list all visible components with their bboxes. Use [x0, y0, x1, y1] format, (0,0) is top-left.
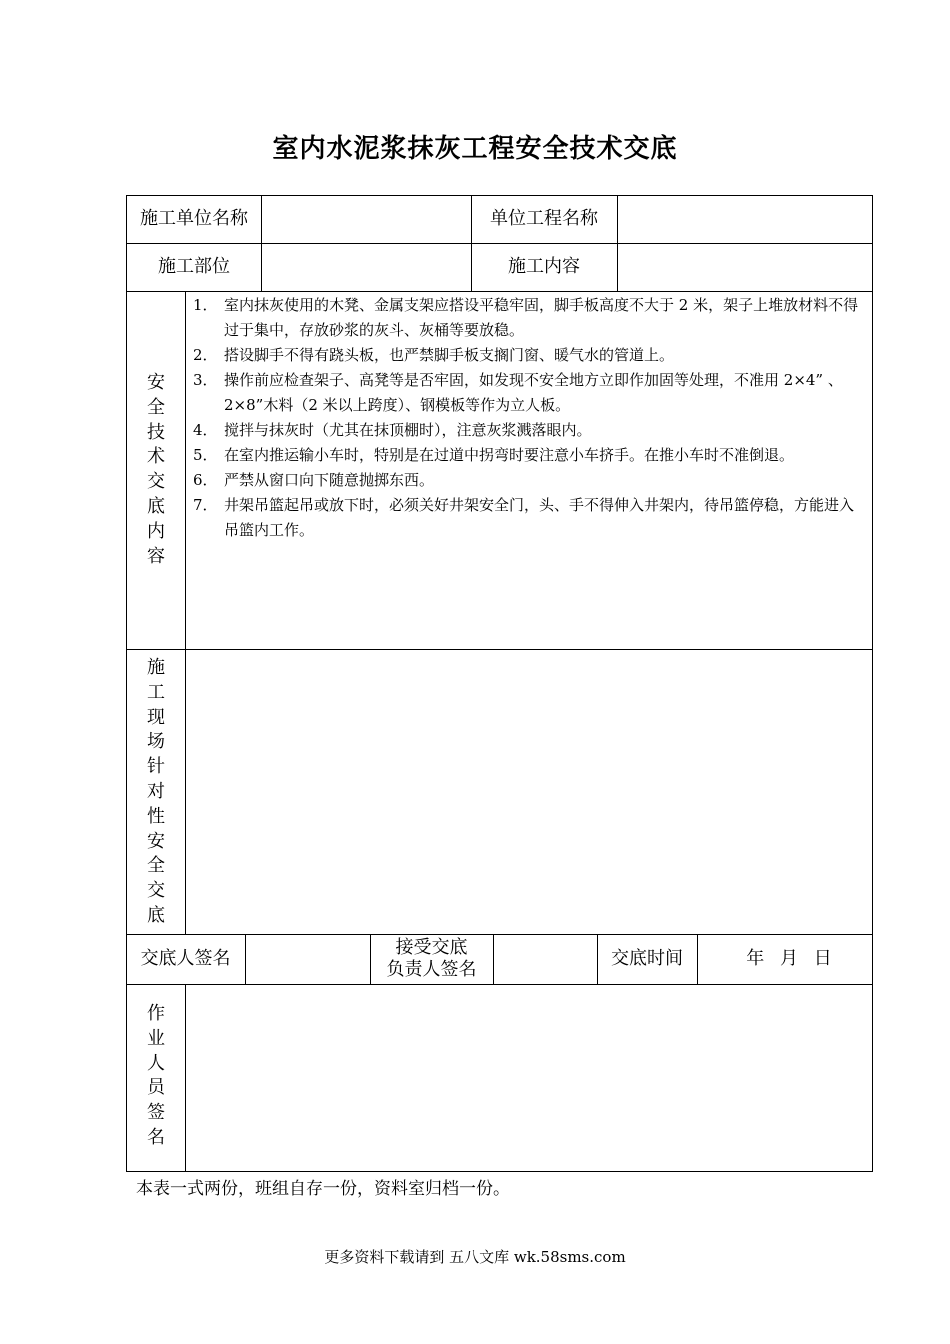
item-number: 4．	[193, 421, 218, 439]
receiver-signature-field[interactable]	[494, 934, 597, 984]
receiver-label-line2: 负责人签名	[386, 959, 477, 980]
col-divider	[185, 984, 186, 1172]
location-field[interactable]	[262, 243, 471, 291]
list-item	[193, 343, 865, 368]
project-name-field[interactable]	[618, 195, 872, 243]
list-item	[193, 368, 865, 418]
item-number: 2．	[193, 346, 218, 364]
page-title: 室内水泥浆抹灰工程安全技术交底	[272, 134, 678, 164]
row-divider	[126, 649, 873, 650]
row-divider	[126, 291, 873, 292]
site-section-field[interactable]	[187, 651, 872, 934]
list-item	[193, 468, 865, 493]
item-text: 操作前应检查架子、高凳等是否牢固，如发现不安全地方立即作加固等处理，不准用 2×4” 、2×8”木料（2 米以上跨度）、钢模板等作为立人板。	[224, 371, 843, 414]
location-label: 施工部位	[158, 256, 230, 278]
site-section-label: 施工现场针对性安全交底	[147, 657, 165, 926]
date-field[interactable]: 年 月 日	[746, 948, 832, 970]
item-number: 3．	[193, 371, 218, 389]
unit-name-field[interactable]	[262, 195, 471, 243]
form-note: 本表一式两份，班组自存一份，资料室归档一份。	[136, 1179, 510, 1199]
item-number: 5．	[193, 446, 218, 464]
content-label: 施工内容	[508, 256, 580, 278]
list-item	[193, 418, 865, 443]
list-item	[193, 293, 865, 343]
receiver-label	[370, 934, 493, 984]
item-text: 室内抹灰使用的木凳、金属支架应搭设平稳牢固，脚手板高度不大于 2 米，架子上堆放材料不得过于集中，存放砂浆的灰斗、灰桶等要放稳。	[224, 296, 859, 339]
content-field[interactable]	[618, 243, 872, 291]
discloser-label: 交底人签名	[140, 948, 231, 970]
workers-signature-field[interactable]	[187, 986, 872, 1171]
page-footer: 更多资料下载请到 五八文库 wk.58sms.com	[324, 1248, 626, 1266]
project-name-label: 单位工程名称	[490, 208, 598, 230]
workers-section-label: 作业人员签名	[147, 1003, 165, 1148]
item-number: 7．	[193, 496, 218, 514]
item-text: 搅拌与抹灰时（尤其在抹顶棚时），注意灰浆溅落眼内。	[224, 421, 592, 439]
unit-name-label: 施工单位名称	[140, 208, 248, 230]
item-text: 在室内推运输小车时，特别是在过道中拐弯时要注意小车挤手。在推小车时不准倒退。	[224, 446, 795, 464]
list-item	[193, 443, 865, 468]
time-label: 交底时间	[611, 948, 683, 970]
list-item	[193, 493, 865, 543]
row-divider	[126, 984, 873, 985]
item-text: 严禁从窗口向下随意抛掷东西。	[224, 471, 435, 489]
safety-section-label: 安全技术交底内容	[147, 372, 165, 567]
safety-items-list	[193, 293, 865, 543]
item-text: 搭设脚手不得有跷头板，也严禁脚手板支搁门窗、暖气水的管道上。	[224, 346, 675, 364]
item-number: 1．	[193, 296, 218, 314]
item-text: 井架吊篮起吊或放下时，必须关好井架安全门，头、手不得伸入井架内，待吊篮停稳，方能进入吊篮内工作。	[224, 496, 855, 539]
receiver-label-line1: 接受交底	[395, 937, 468, 959]
discloser-signature-field[interactable]	[246, 934, 370, 984]
col-divider	[185, 291, 186, 935]
item-number: 6．	[193, 471, 218, 489]
